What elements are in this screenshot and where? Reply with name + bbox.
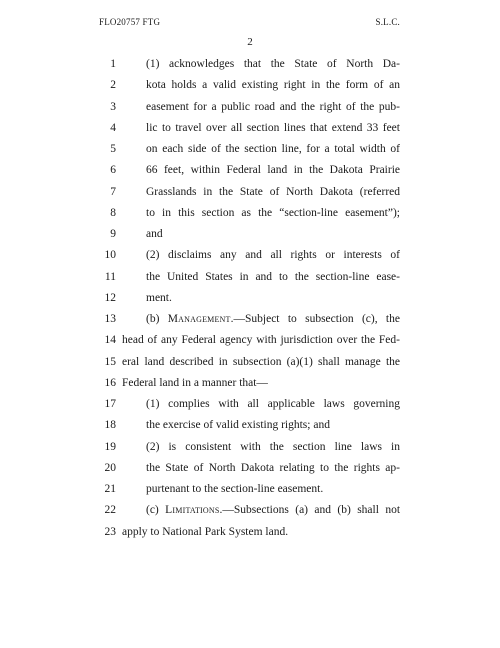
line-number: 5 (110, 143, 116, 155)
text-line (0, 439, 500, 455)
line-text: and (146, 228, 163, 240)
subsection-label: (c) (146, 504, 166, 517)
line-text: easement for a public road and the right of the pub- (146, 100, 400, 113)
line-text: (2) disclaims any and all rights or interests of (146, 249, 400, 262)
line-number: 2 (110, 79, 116, 92)
line-text: lic to travel over all section lines that extend 33 feet (146, 121, 400, 134)
line-number: 7 (110, 185, 116, 198)
text-line (0, 290, 500, 306)
line-text: Grasslands in the State of North Dakota (referred (146, 185, 400, 198)
text-line (0, 396, 500, 412)
line-number: 3 (110, 100, 116, 113)
text-line (0, 311, 500, 327)
text-line (0, 524, 500, 540)
document-id-header: FLO20757 FTG (99, 17, 161, 27)
line-number: 6 (110, 164, 116, 177)
line-text (146, 311, 400, 327)
line-number: 11 (104, 270, 116, 283)
line-text: the United States in and to the section-line ease- (146, 270, 400, 283)
line-number: 8 (110, 206, 116, 219)
text-line (0, 332, 500, 348)
line-number: 10 (104, 249, 116, 262)
text-line (0, 56, 500, 72)
line-text: kota holds a valid existing right in the form of an (146, 79, 400, 92)
subsection-label: (b) (146, 313, 168, 325)
line-number: 20 (104, 461, 116, 474)
text-line (0, 481, 500, 497)
text-line (0, 205, 500, 221)
line-text: (1) complies with all applicable laws governing (146, 398, 400, 410)
line-text: 66 feet, within Federal land in the Dakota Prairie (146, 164, 400, 177)
text-line (0, 269, 500, 285)
line-number: 21 (104, 483, 116, 495)
line-number: 15 (104, 355, 116, 368)
subsection-text: .—Subject to subsection (c), the (230, 313, 400, 325)
subsection-heading: Management (167, 313, 231, 325)
line-number: 16 (104, 376, 116, 389)
text-line (0, 417, 500, 433)
text-line (0, 354, 500, 370)
line-number: 4 (110, 121, 116, 134)
text-line (0, 375, 500, 391)
line-number: 23 (104, 525, 116, 538)
line-text: ment. (146, 291, 172, 304)
line-number: 18 (104, 419, 116, 432)
text-line (0, 77, 500, 93)
line-number: 12 (104, 291, 116, 304)
line-text: apply to National Park System land. (122, 525, 289, 538)
line-text: (2) is consistent with the section line laws in (146, 440, 400, 453)
line-number: 1 (110, 58, 116, 70)
text-line (0, 162, 500, 178)
line-text: head of any Federal agency with jurisdiction over the Fed- (122, 334, 400, 347)
text-line (0, 247, 500, 263)
line-text: on each side of the section line, for a total width of (146, 143, 400, 155)
line-text: (1) acknowledges that the State of North Da- (146, 58, 400, 70)
subsection-heading: Limitations (165, 504, 220, 517)
slc-header: S.L.C. (375, 17, 400, 27)
line-number: 13 (104, 313, 116, 325)
line-text: the exercise of valid existing rights; and (146, 419, 330, 432)
line-number: 17 (104, 398, 116, 410)
text-line (0, 184, 500, 200)
line-text: purtenant to the section-line easement. (146, 483, 324, 495)
line-text (146, 502, 400, 518)
subsection-text: .—Subsections (a) and (b) shall not (219, 504, 401, 517)
line-number: 22 (104, 504, 116, 517)
text-line (0, 502, 500, 518)
text-line (0, 226, 500, 242)
line-number: 9 (110, 228, 116, 240)
line-text: eral land described in subsection (a)(1) shall manage the (122, 355, 400, 368)
line-text: the State of North Dakota relating to the rights ap- (146, 461, 400, 474)
text-line (0, 141, 500, 157)
line-number: 14 (104, 334, 116, 347)
line-text: Federal land in a manner that— (122, 376, 268, 389)
line-text: to in this section as the “section-line easement”); (146, 206, 400, 219)
text-line (0, 99, 500, 115)
line-number: 19 (104, 440, 116, 453)
text-line (0, 460, 500, 476)
page-number: 2 (247, 36, 253, 48)
text-line (0, 120, 500, 136)
